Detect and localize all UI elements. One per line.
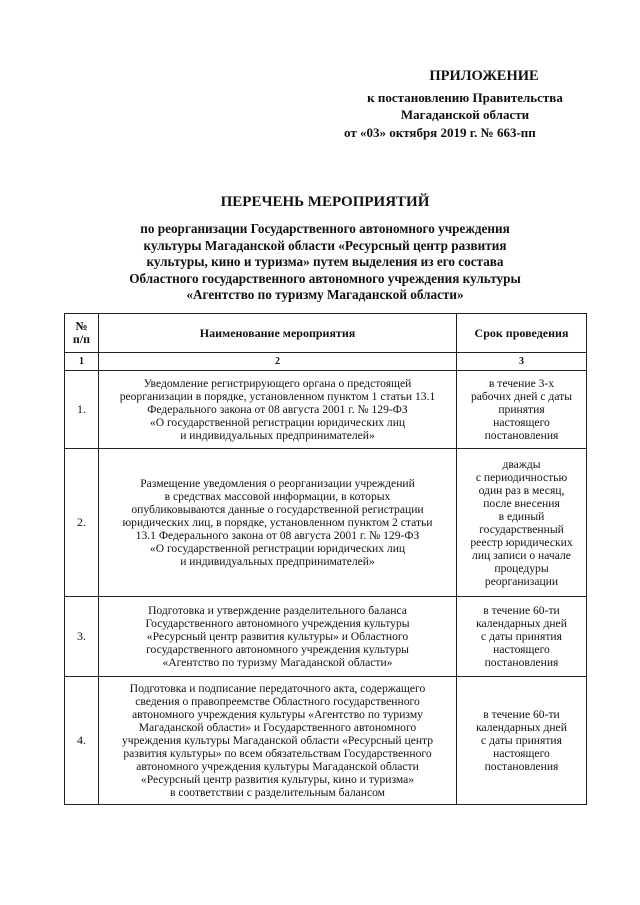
appendix-header	[340, 68, 590, 141]
document-subtitle-line-5: «Агентство по туризму Магаданской области»	[186, 287, 464, 302]
event-term: в течение 3-х рабочих дней с даты принятия настоящего постановления	[457, 371, 587, 449]
events-table	[64, 313, 587, 805]
column-number-2: 2	[99, 353, 457, 371]
appendix-line-2: Магаданской области	[400, 107, 530, 122]
appendix-title: ПРИЛОЖЕНИЕ	[429, 68, 539, 84]
header-event-name: Наименование мероприятия	[99, 314, 457, 353]
document-subtitle-line-1: по реорганизации Государственного автономного учреждения	[140, 221, 510, 236]
row-number: 3.	[65, 597, 99, 677]
table-header-row	[65, 314, 587, 353]
document-heading	[75, 193, 575, 304]
row-number: 2.	[65, 449, 99, 597]
document-subtitle-line-4: Областного государственного автономного учреждения культуры	[129, 270, 521, 286]
table-row	[65, 371, 587, 449]
column-number-3: 3	[457, 353, 587, 371]
document-title: ПЕРЕЧЕНЬ МЕРОПРИЯТИЙ	[220, 194, 430, 210]
event-name: Уведомление регистрирующего органа о предстоящей реорганизации в порядке, установленном пунктом 1 статьи 13.1 Федерального закона от 08 августа 2001 г. № 129-ФЗ «О государственной регистрации юридических лиц и индивидуальных предпринимателей»	[99, 371, 457, 449]
column-number-1: 1	[65, 353, 99, 371]
event-term: в течение 60-ти календарных дней с даты принятия настоящего постановления	[457, 677, 587, 805]
header-number: № п/п	[65, 314, 99, 353]
column-numbers-row	[65, 353, 587, 371]
appendix-date: от «03» октября 2019 г. № 663-пп	[344, 125, 536, 140]
table-row	[65, 677, 587, 805]
event-name: Подготовка и подписание передаточного акта, содержащего сведения о правопреемстве Областного государственного автономного учреждения культуры «Агентство по туризму Магаданской области» и Государственного автономного учреждения культуры Магаданской области «Ресурсный центр развития культуры» по всем обязательствам Государственного автономного учреждения культуры Магаданской области «Ресурсный центр развития культуры, кино и туризма» в соответствии с разделительным балансом	[99, 677, 457, 805]
appendix-line-1: к постановлению Правительства	[367, 90, 563, 105]
table-row	[65, 597, 587, 677]
event-name: Размещение уведомления о реорганизации учреждений в средствах массовой информации, в которых опубликовываются данные о государственной регистрации юридических лиц, в порядке, установленном пунктом 2 статьи 13.1 Федерального закона от 08 августа 2001 г. № 129-ФЗ «О государственной регистрации юридических лиц и индивидуальных предпринимателей»	[99, 449, 457, 597]
event-name: Подготовка и утверждение разделительного баланса Государственного автономного учреждения культуры «Ресурсный центр развития культуры» и Областного государственного автономного учреждения культуры «Агентство по туризму Магаданской области»	[99, 597, 457, 677]
table-row	[65, 449, 587, 597]
document-subtitle-line-3: культуры, кино и туризма» путем выделения из его состава	[146, 254, 504, 269]
document-subtitle-line-2: культуры Магаданской области «Ресурсный центр развития	[143, 237, 507, 253]
row-number: 1.	[65, 371, 99, 449]
event-term: дважды с периодичностью один раз в месяц, после внесения в единый государственный реестр юридических лиц записи о начале процедуры реорганизации	[457, 449, 587, 597]
event-term: в течение 60-ти календарных дней с даты принятия настоящего постановления	[457, 597, 587, 677]
header-term: Срок проведения	[457, 314, 587, 353]
row-number: 4.	[65, 677, 99, 805]
